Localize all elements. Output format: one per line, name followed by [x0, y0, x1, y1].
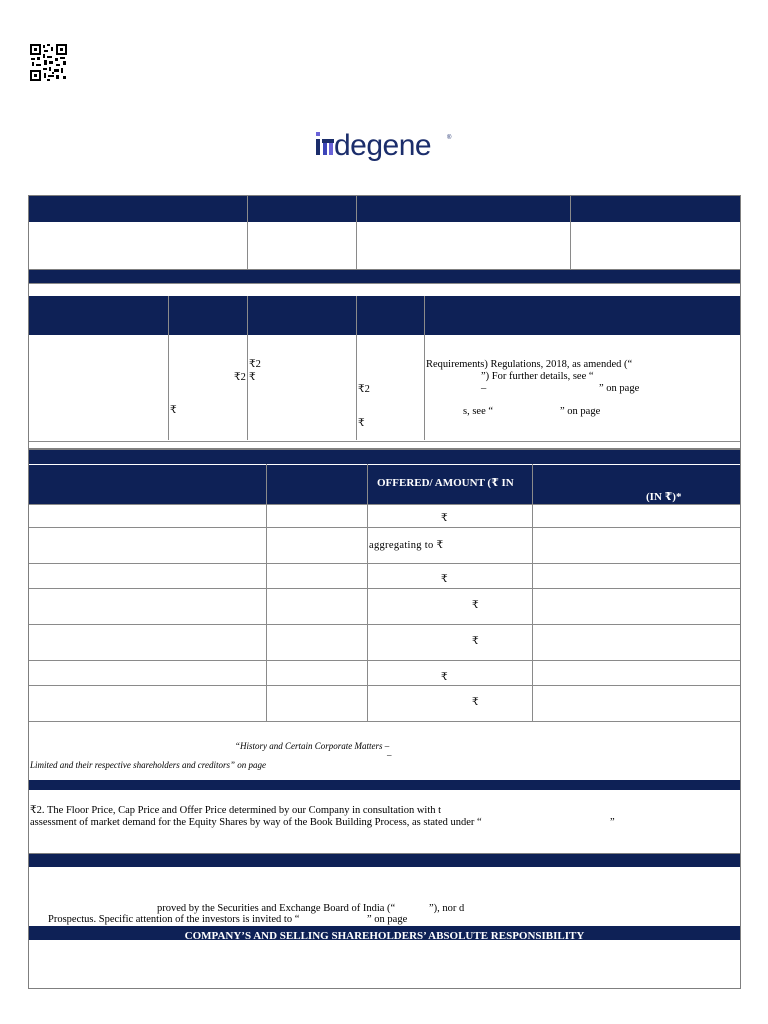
- history-note-line2: –: [387, 750, 392, 760]
- price-band-line2: assessment of market demand for the Equity Shares by way of the Book Building Process, as stated under “: [30, 817, 482, 828]
- offer-note-line4b: ” on page: [560, 406, 601, 417]
- offer-note-line2: ”) For further details, see “: [481, 371, 594, 382]
- offer-structure-table: [28, 269, 741, 449]
- row2-amount: aggregating to ₹: [369, 540, 444, 551]
- offer-structure-band: [29, 270, 740, 283]
- history-note-line3: Limited and their respective shareholders and creditors” on page: [30, 760, 266, 770]
- responsibility-heading: COMPANY’S AND SELLING SHAREHOLDERS’ ABSOLUTE RESPONSIBILITY: [184, 930, 585, 942]
- history-note-line1: “History and Certain Corporate Matters –: [235, 741, 390, 751]
- row7-amount: ₹: [472, 697, 479, 708]
- risks-line2b: ” on page: [367, 914, 408, 925]
- price-band-section: [28, 788, 741, 854]
- risks-line1: proved by the Securities and Exchange Board of India (“: [157, 903, 396, 914]
- risks-line2: Prospectus. Specific attention of the investors is invited to “: [48, 914, 300, 925]
- offer-note-line1: Requirements) Regulations, 2018, as amended (“: [426, 359, 633, 370]
- offer-note-line3b: ” on page: [599, 383, 640, 394]
- offer-details-table: [28, 449, 741, 789]
- offer-structure-header-row: [29, 296, 740, 335]
- row3-amount: ₹: [441, 574, 448, 585]
- header-shares-offered: OFFERED/ AMOUNT (₹ IN: [377, 477, 514, 489]
- company-logo: [313, 126, 458, 164]
- risks-line1b: ”), nor d: [429, 903, 465, 914]
- price-band-line2b: ”: [610, 817, 615, 828]
- risks-header: [29, 854, 740, 867]
- price-band-line1: ₹2. The Floor Price, Cap Price and Offer Price determined by our Company in consultation with t: [30, 805, 442, 816]
- company-details-table: [28, 195, 741, 270]
- price-cell-c: ₹2: [249, 359, 261, 370]
- details-header-row: [29, 196, 740, 222]
- header-amount: (IN ₹)*: [646, 491, 682, 503]
- row1-amount: ₹: [441, 513, 448, 524]
- risks-section: [28, 853, 741, 989]
- price-cell-b: ₹: [170, 405, 177, 416]
- responsibility-header: [29, 926, 740, 940]
- row4-amount: ₹: [472, 600, 479, 611]
- offer-details-band: [29, 450, 740, 464]
- logo-text: degene: [334, 129, 432, 162]
- offer-note-line3: –: [481, 383, 487, 394]
- offer-note-line4: s, see “: [463, 406, 494, 417]
- price-cell-a: ₹2: [234, 372, 246, 383]
- row5-amount: ₹: [472, 636, 479, 647]
- qr-code-icon: [30, 44, 67, 81]
- row6-amount: ₹: [441, 672, 448, 683]
- price-cell-f: ₹: [358, 418, 365, 429]
- price-cell-e: ₹2: [358, 384, 370, 395]
- registered-mark: ®: [447, 135, 452, 141]
- price-cell-d: ₹: [249, 372, 256, 383]
